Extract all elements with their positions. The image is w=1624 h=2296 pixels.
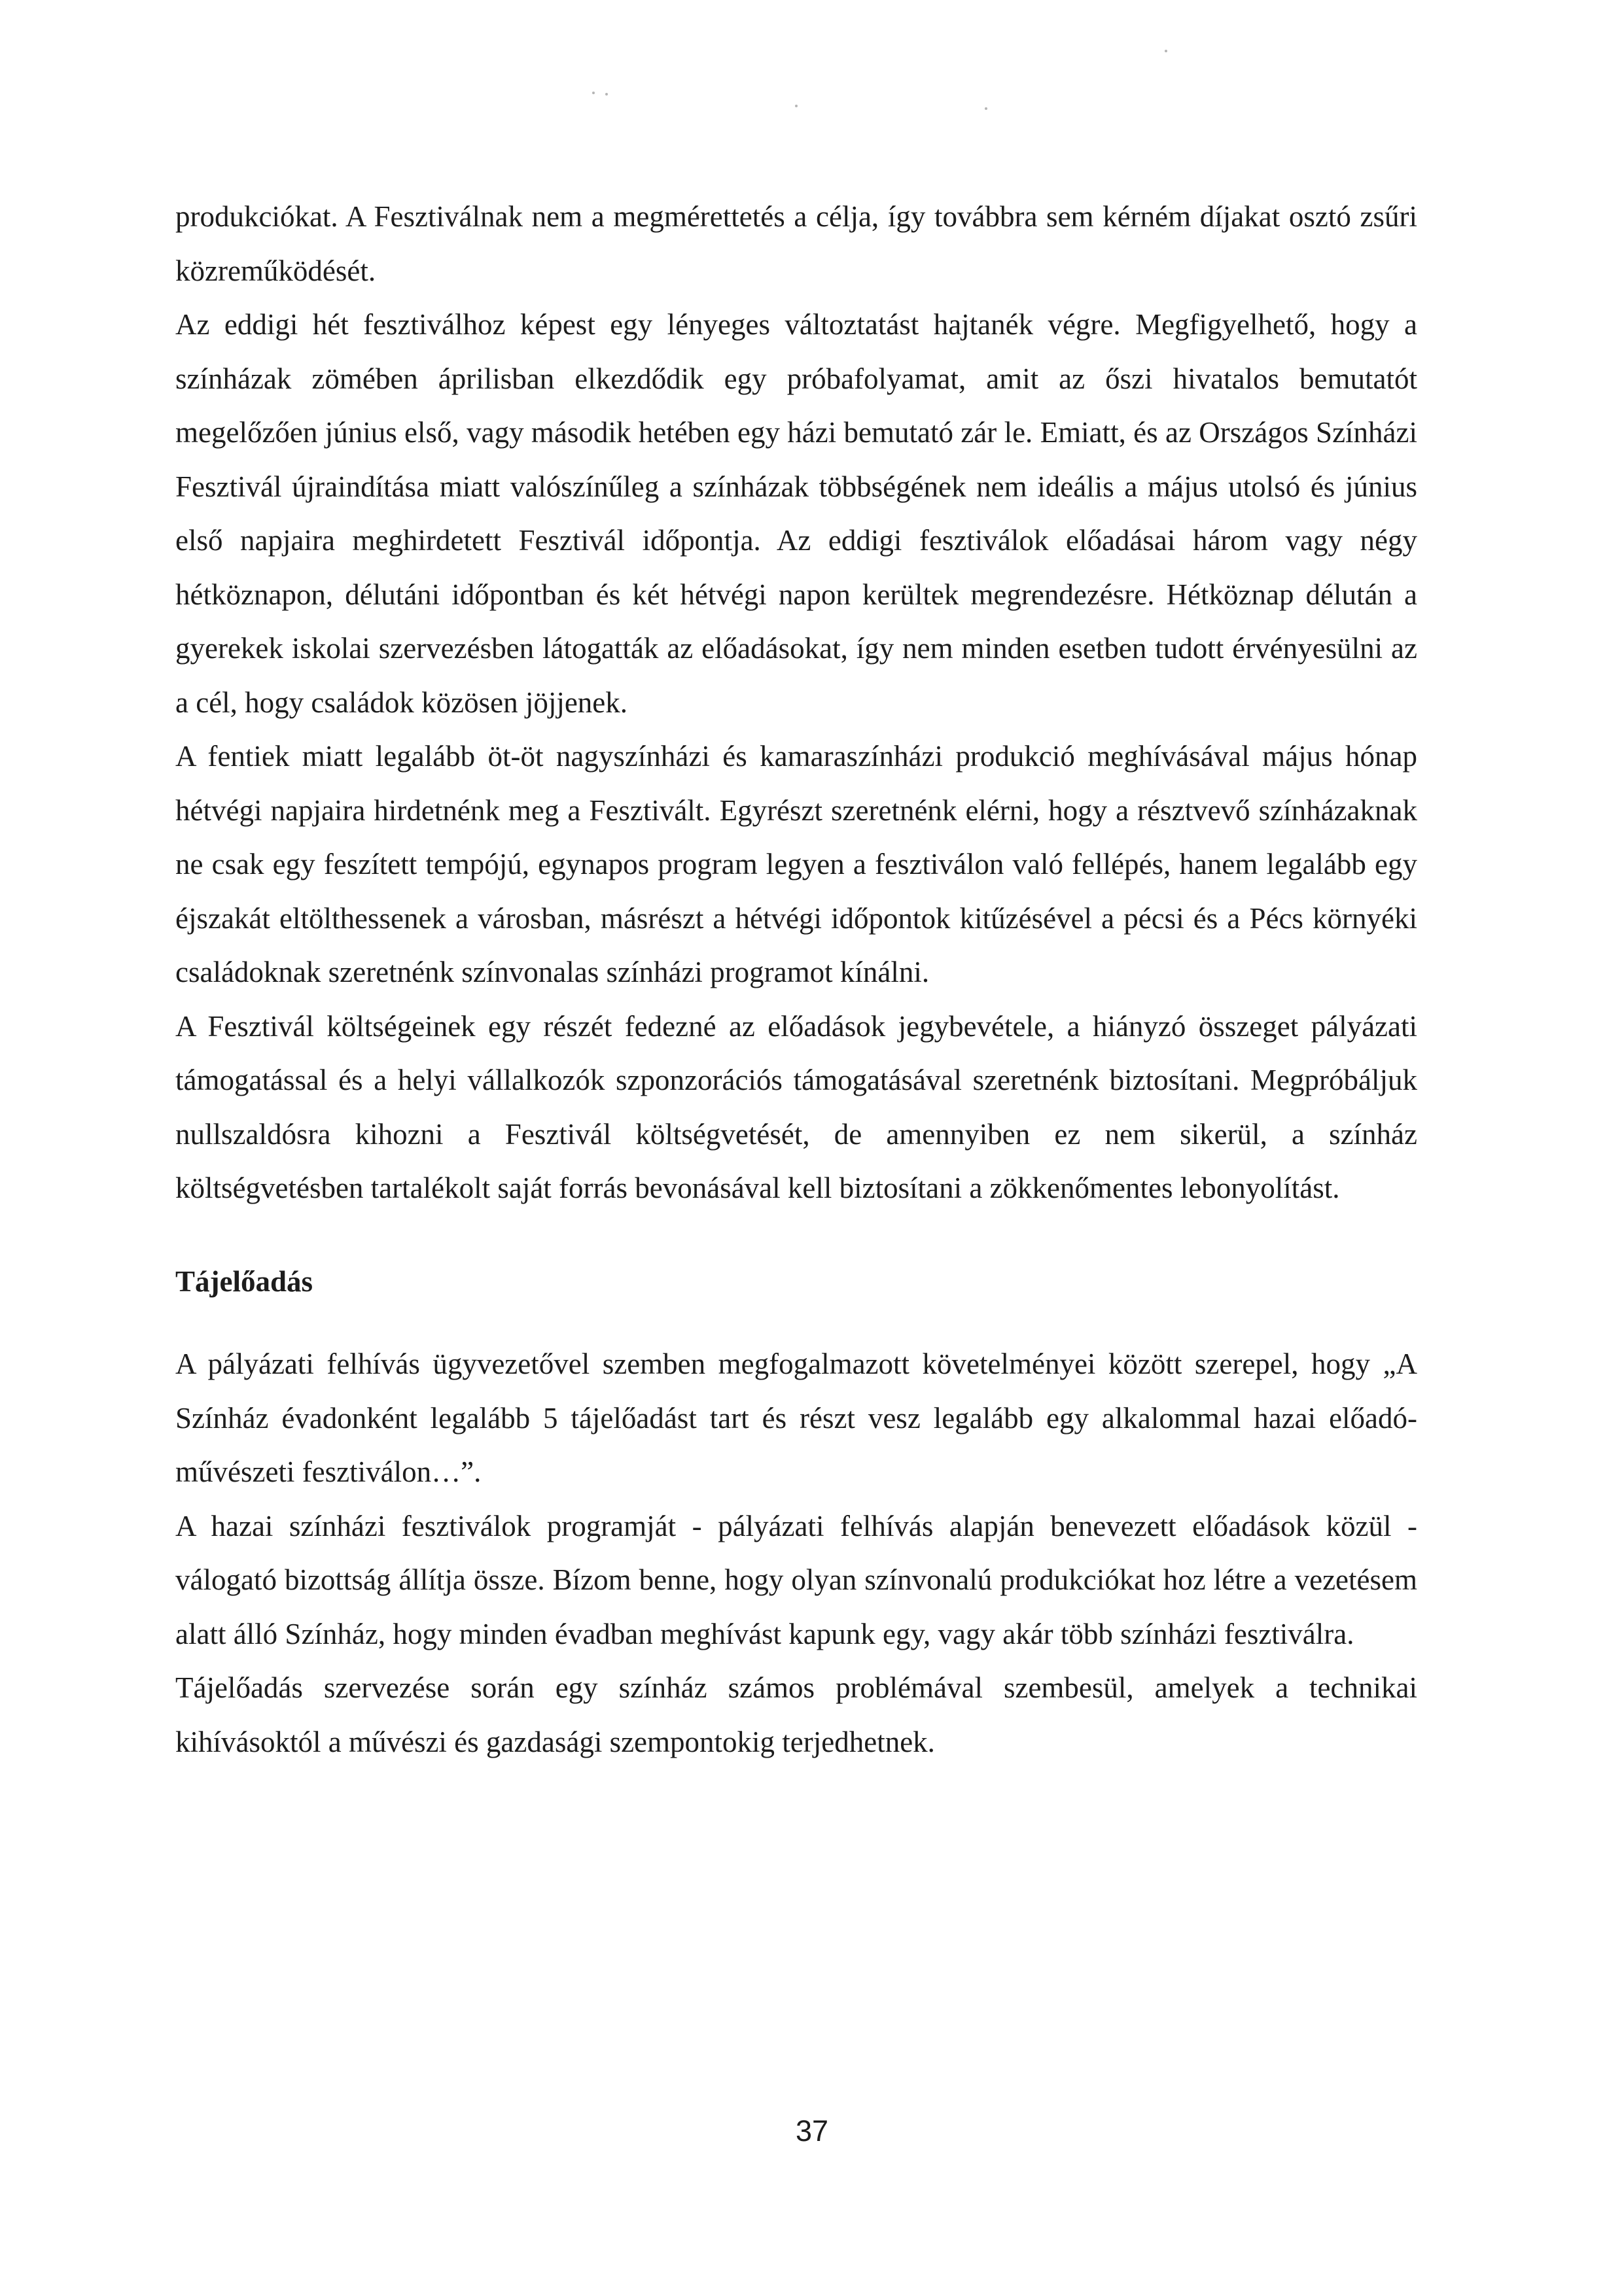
page-number: 37 — [795, 2114, 829, 2148]
scan-speck — [592, 92, 595, 94]
section-heading: Tájelőadás — [175, 1264, 313, 1298]
paragraph: produkciókat. A Fesztiválnak nem a megmérettetés a célja, így továbbra sem kérném díjakat osztó zsűri közreműködését. — [175, 200, 1417, 287]
scan-speck — [1165, 50, 1167, 52]
document-body — [175, 190, 1417, 1769]
paragraph: Az eddigi hét fesztiválhoz képest egy lényeges változtatást hajtanék végre. Megfigyelhető, hogy a színházak zömében áprilisban elkezdődik egy próbafolyamat, amit az őszi hivatalos bemutatót megelőzően június első, vagy második hetében egy házi bemutató zár le. Emiatt, és az Országos Színházi Fesztivál újraindítása miatt valószínűleg a színházak többségének nem ideális a május utolsó és június első napjaira meghirdetett Fesztivál időpontja. Az eddigi fesztiválok előadásai három vagy négy hétköznapon, délutáni időpontban és két hétvégi napon kerültek megrendezésre. Hétköznap délután a gyerekek iskolai szervezésben látogatták az előadásokat, így nem minden esetben tudott érvényesülni az a cél, hogy családok közösen jöjjenek. — [175, 308, 1417, 719]
paragraph: A Fesztivál költségeinek egy részét fedezné az előadások jegybevétele, a hiányzó összeget pályázati támogatással és a helyi vállalkozók szponzorációs támogatásával szeretnénk biztosítani. Megpróbáljuk nullszaldósra kihozni a Fesztivál költségvetését, de amennyiben ez nem sikerül, a színház költségvetésben tartalékolt saját forrás bevonásával kell biztosítani a zökkenőmentes lebonyolítást. — [175, 1009, 1417, 1204]
paragraph: A hazai színházi fesztiválok programját - pályázati felhívás alapján benevezett előadások közül - válogató bizottság állítja össze. Bízom benne, hogy olyan színvonalú produkciókat hoz létre a vezetésem alatt álló Színház, hogy minden évadban meghívást kapunk egy, vagy akár több színházi fesztiválra. — [175, 1509, 1417, 1650]
paragraph: Tájelőadás szervezése során egy színház számos problémával szembesül, amelyek a technikai kihívásoktól a művészi és gazdasági szempontokig terjedhetnek. — [175, 1671, 1417, 1758]
paragraph: A fentiek miatt legalább öt-öt nagyszínházi és kamaraszínházi produkció meghívásával május hónap hétvégi napjaira hirdetnénk meg a Fesztivált. Egyrészt szeretnénk elérni, hogy a résztvevő színházaknak ne csak egy feszített tempójú, egynapos program legyen a fesztiválon való fellépés, hanem legalább egy éjszakát eltölthessenek a városban, másrészt a hétvégi időpontok kitűzésével a pécsi és a Pécs környéki családoknak szeretnénk színvonalas színházi programot kínálni. — [175, 740, 1417, 988]
paragraph: A pályázati felhívás ügyvezetővel szemben megfogalmazott követelményei között szerepel, hogy „A Színház évadonként legalább 5 tájelőadást tart és részt vesz legalább egy alkalommal hazai előadó-művészeti fesztiválon…”. — [175, 1348, 1417, 1488]
scan-speck — [605, 93, 608, 96]
scan-speck — [795, 105, 798, 107]
scan-speck — [985, 107, 987, 110]
